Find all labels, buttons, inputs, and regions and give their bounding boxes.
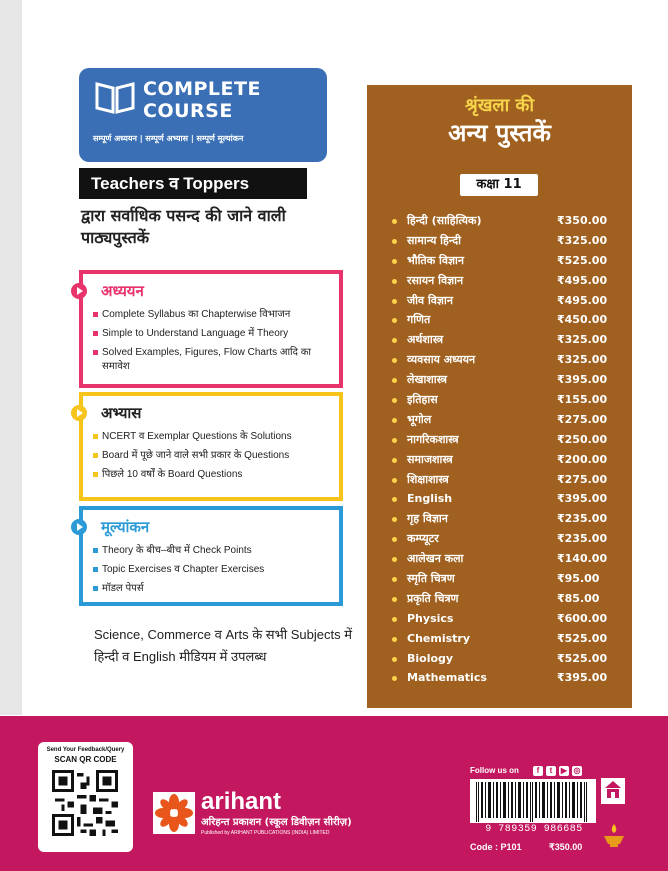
subtitle: द्वारा सर्वाधिक पसन्द की जाने वाली पाठ्यपुस्तकें	[81, 206, 286, 247]
logo-title	[143, 78, 261, 122]
bullet-icon	[392, 279, 397, 284]
book-name: भौतिक विज्ञान	[407, 253, 464, 267]
class-badge: कक्षा 11	[460, 174, 538, 196]
twitter-icon[interactable]: t	[546, 766, 556, 776]
book-row	[392, 331, 627, 351]
book-price: ₹140.00	[557, 552, 608, 566]
book-row	[392, 650, 627, 670]
teachers-toppers-banner: Teachers व Toppers	[79, 168, 307, 199]
book-row	[392, 590, 627, 610]
play-icon	[71, 519, 87, 535]
section-list	[93, 308, 333, 379]
book-row	[392, 530, 627, 550]
product-code: Code : P101	[470, 842, 522, 852]
book-price: ₹350.00	[557, 214, 608, 227]
book-price: ₹155.00	[557, 393, 608, 407]
list-item: Topic Exercises व Chapter Exercises	[93, 563, 333, 577]
book-row	[392, 411, 627, 431]
barcode-bars-icon	[470, 779, 596, 823]
book-row	[392, 371, 627, 391]
arihant-flower-logo-icon	[153, 792, 195, 834]
section-practice	[79, 392, 343, 501]
bullet-icon	[392, 259, 397, 264]
bullet-icon	[392, 517, 397, 522]
bullet-icon	[392, 318, 397, 323]
book-price: ₹450.00	[557, 313, 608, 327]
bullet-icon	[392, 358, 397, 363]
book-name: जीव विज्ञान	[407, 293, 453, 307]
book-name: इतिहास	[407, 393, 438, 407]
book-name: Mathematics	[407, 671, 487, 685]
youtube-icon[interactable]: ▶	[560, 766, 568, 775]
complete-course-logo	[79, 68, 327, 162]
open-book-icon	[95, 80, 135, 114]
qr-card	[38, 742, 133, 852]
logo-title-line1: COMPLETE	[143, 78, 261, 100]
availability-text: Science, Commerce व Arts के सभी Subjects में हिन्दी व English मीडियम में उपलब्ध	[94, 627, 352, 664]
bullet-icon	[392, 676, 397, 681]
bullet-icon	[392, 637, 397, 642]
book-row	[392, 510, 627, 530]
other-books-panel	[367, 85, 632, 708]
book-row	[392, 212, 627, 232]
arihant-brand	[153, 788, 353, 848]
list-item: Simple to Understand Language में Theory	[93, 327, 333, 341]
book-name: English	[407, 492, 453, 506]
book-name: गणित	[407, 313, 431, 327]
book-name: समाजशास्त्र	[407, 452, 453, 466]
bullet-icon	[392, 497, 397, 502]
diya-lamp-icon	[601, 822, 627, 848]
bullet-icon	[392, 577, 397, 582]
book-list	[392, 212, 627, 689]
book-row	[392, 252, 627, 272]
book-row	[392, 630, 627, 650]
book-row	[392, 669, 627, 689]
list-item: NCERT व Exemplar Questions के Solutions	[93, 430, 333, 444]
qr-title: SCAN QR CODE	[54, 755, 117, 764]
book-price: ₹600.00	[557, 611, 608, 625]
panel-title-line1: श्रृंखला की	[464, 95, 535, 116]
book-name: हिन्दी (साहित्यिक)	[407, 214, 482, 227]
bullet-icon	[392, 557, 397, 562]
book-price: ₹395.00	[557, 373, 608, 387]
book-price: ₹200.00	[557, 452, 608, 466]
book-price: ₹395.00	[557, 492, 608, 506]
book-row	[392, 490, 627, 510]
book-row	[392, 272, 627, 292]
bullet-icon	[392, 418, 397, 423]
book-name: स्मृति चित्रण	[407, 572, 455, 586]
book-name: लेखाशास्त्र	[407, 373, 447, 387]
bullet-icon	[392, 299, 397, 304]
book-name: कम्प्यूटर	[407, 532, 439, 546]
book-row	[392, 451, 627, 471]
book-row	[392, 292, 627, 312]
book-row	[392, 311, 627, 331]
book-price: ₹250.00	[557, 432, 608, 446]
book-name: अर्थशास्त्र	[407, 333, 444, 347]
list-item: Complete Syllabus का Chapterwise विभाजन	[93, 308, 333, 322]
book-price: ₹395.00	[557, 671, 608, 685]
book-name: Biology	[407, 651, 454, 665]
section-title: अध्ययन	[101, 282, 144, 300]
bullet-icon	[392, 657, 397, 662]
logo-tagline: सम्पूर्ण अध्ययन | सम्पूर्ण अभ्यास | सम्पूर्ण मूल्यांकन	[93, 134, 244, 143]
list-item: पिछले 10 वर्षों के Board Questions	[93, 468, 333, 482]
list-item: Board में पूछे जाने वाले सभी प्रकार के Questions	[93, 449, 333, 463]
bullet-icon	[392, 438, 397, 443]
brand-publisher: Published by ARIHANT PUBLICATIONS (INDIA) LIMITED	[201, 830, 330, 836]
brand-name: arihant	[201, 788, 282, 815]
follow-us-label: Follow us on	[470, 766, 519, 775]
panel-title-line2: अन्य पुस्तकें	[448, 119, 551, 147]
book-price: ₹350.00	[549, 842, 583, 852]
book-name: नागरिकशास्त्र	[407, 432, 459, 446]
book-name: भूगोल	[407, 412, 432, 426]
book-price: ₹525.00	[557, 253, 608, 267]
book-name: सामान्य हिन्दी	[407, 233, 461, 247]
bullet-icon	[392, 597, 397, 602]
bullet-icon	[392, 378, 397, 383]
section-evaluation	[79, 506, 343, 606]
bullet-icon	[392, 239, 397, 244]
book-row	[392, 391, 627, 411]
bullet-icon	[392, 478, 397, 483]
book-name: प्रकृति चित्रण	[407, 591, 459, 605]
book-name: आलेखन कला	[407, 552, 464, 566]
instagram-icon[interactable]: ◎	[573, 766, 581, 775]
qr-caption: Send Your Feedback/Query	[46, 747, 125, 753]
book-row	[392, 550, 627, 570]
bullet-icon	[392, 338, 397, 343]
book-price: ₹525.00	[557, 651, 608, 665]
section-list	[93, 544, 333, 601]
book-price: ₹275.00	[557, 412, 608, 426]
book-row	[392, 570, 627, 590]
list-item: मॉडल पेपर्स	[93, 582, 333, 596]
book-price: ₹275.00	[557, 472, 608, 486]
book-row	[392, 351, 627, 371]
book-name: शिक्षाशास्त्र	[407, 472, 449, 486]
book-name: रसायन विज्ञान	[407, 273, 464, 287]
section-study	[79, 270, 343, 388]
barcode	[470, 779, 596, 823]
book-name: व्यवसाय अध्ययन	[407, 353, 476, 367]
book-price: ₹325.00	[557, 353, 608, 367]
section-title: मूल्यांकन	[101, 518, 150, 536]
book-price: ₹235.00	[557, 532, 608, 546]
book-price: ₹495.00	[557, 273, 608, 287]
book-name: Chemistry	[407, 631, 470, 645]
spine-strip	[0, 0, 22, 715]
book-price: ₹325.00	[557, 233, 608, 247]
temple-logo-icon	[601, 778, 625, 804]
book-price: ₹325.00	[557, 333, 608, 347]
book-price: ₹85.00	[557, 591, 600, 605]
bullet-icon	[392, 219, 397, 224]
play-icon	[71, 405, 87, 421]
book-price: ₹95.00	[557, 572, 600, 586]
book-price: ₹525.00	[557, 631, 608, 645]
book-row	[392, 232, 627, 252]
play-icon	[71, 283, 87, 299]
bullet-icon	[392, 617, 397, 622]
bullet-icon	[392, 398, 397, 403]
logo-title-line2: COURSE	[143, 100, 233, 122]
book-row	[392, 610, 627, 630]
book-name: गृह विज्ञान	[407, 512, 448, 526]
list-item: Theory के बीच–बीच में Check Points	[93, 544, 333, 558]
facebook-icon[interactable]: f	[533, 766, 543, 776]
qr-code-icon[interactable]	[52, 770, 118, 836]
book-price: ₹495.00	[557, 293, 608, 307]
list-item: Solved Examples, Figures, Flow Charts आदि का समावेश	[93, 346, 333, 374]
isbn-number: 9 789359 986685	[485, 824, 583, 835]
bullet-icon	[392, 537, 397, 542]
bullet-icon	[392, 458, 397, 463]
book-name: Physics	[407, 611, 454, 625]
book-row	[392, 471, 627, 491]
section-title: अभ्यास	[101, 404, 142, 422]
book-price: ₹235.00	[557, 512, 608, 526]
book-row	[392, 431, 627, 451]
section-list	[93, 430, 333, 487]
brand-hindi: अरिहन्त प्रकाशन (स्कूल डिवीज़न सीरीज़)	[201, 817, 352, 828]
